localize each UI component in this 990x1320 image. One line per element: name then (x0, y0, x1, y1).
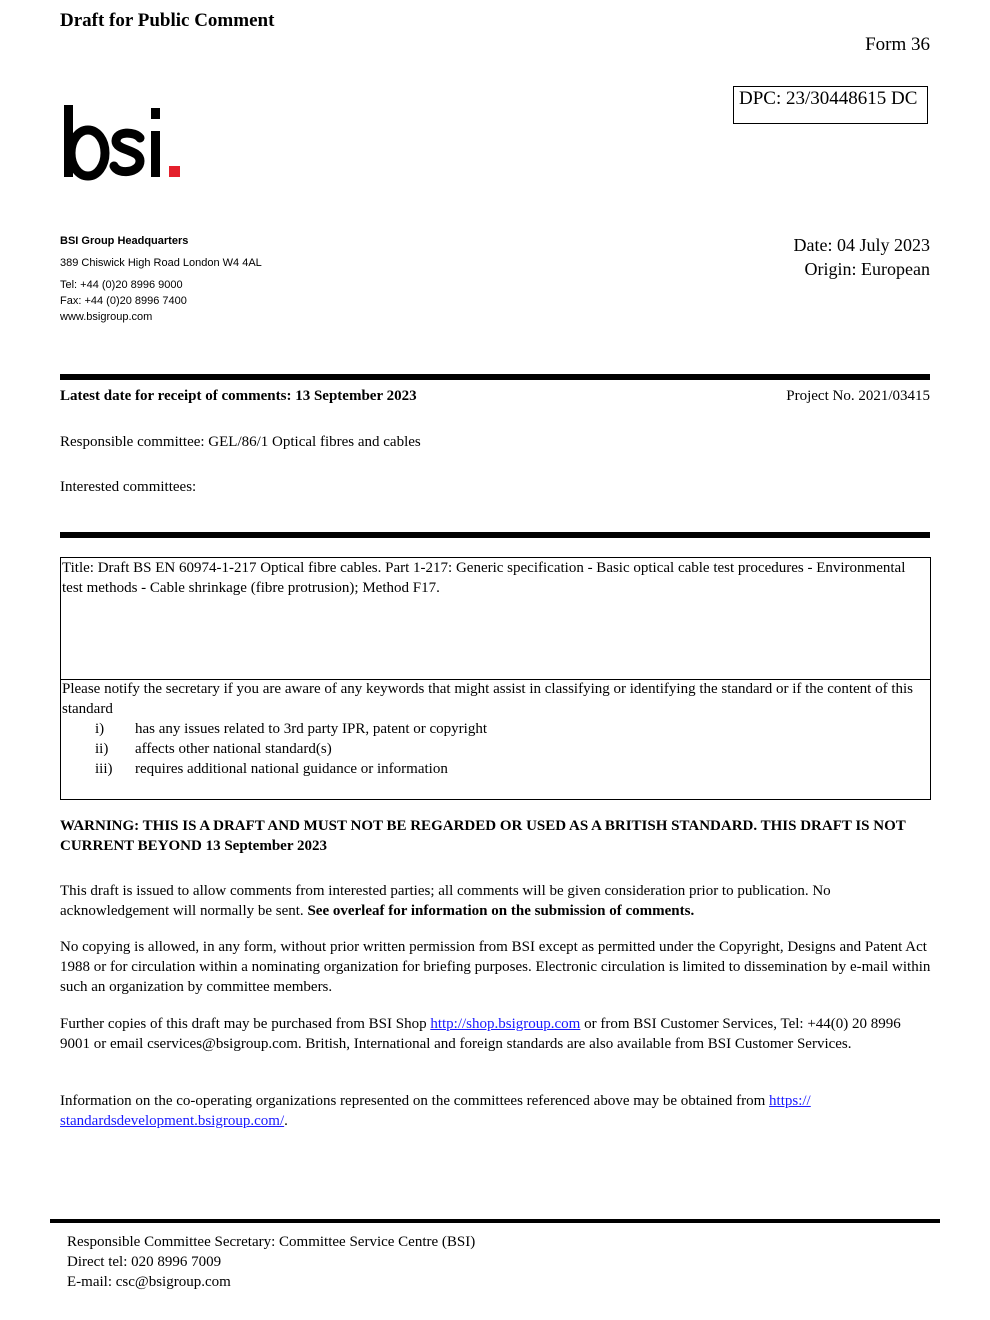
hq-tel: Tel: +44 (0)20 8996 9000 (60, 279, 183, 291)
document-origin: Origin: European (804, 259, 930, 279)
draft-heading: Draft for Public Comment (60, 10, 275, 31)
hq-fax: Fax: +44 (0)20 8996 7400 (60, 295, 187, 307)
hq-web: www.bsigroup.com (60, 311, 153, 323)
footer-secretary: Responsible Committee Secretary: Committee Service Centre (BSI) (67, 1234, 476, 1250)
paragraph-further-copies (60, 1014, 934, 1054)
draft-warning: WARNING: THIS IS A DRAFT AND MUST NOT BE REGARDED OR USED AS A BRITISH STANDARD. THIS DRAFT IS NOT CURRENT BEYOND 13 September 2023 (60, 818, 906, 854)
footer-email: E-mail: csc@bsigroup.com (67, 1274, 231, 1290)
hq-address-block (60, 233, 262, 325)
latest-comments-date: Latest date for receipt of comments: 13 September 2023 (60, 388, 417, 404)
paragraph-text: Further copies of this draft may be purchased from BSI Shop (60, 1016, 431, 1032)
interested-committees: Interested committees: (60, 479, 197, 495)
paragraph-text: or from BSI Customer Services, Tel: +44(0) 20 8996 9001 or email cservices@bsigroup.com. British, International and foreign standards are also available from BSI Customer Services. (60, 1016, 901, 1052)
list-item-text: has any issues related to 3rd party IPR, patent or copyright (135, 721, 488, 737)
hq-address: 389 Chiswick High Road London W4 4AL (60, 257, 262, 269)
paragraph-text: Information on the co-operating organizations represented on the committees referenced above may be obtained from (60, 1093, 770, 1109)
responsible-committee: Responsible committee: GEL/86/1 Optical fibres and cables (60, 434, 421, 450)
form-number: Form 36 (865, 34, 930, 55)
list-item (62, 719, 922, 739)
project-number: Project No. 2021/03415 (786, 388, 930, 404)
paragraph-text: . (284, 1113, 288, 1129)
bsi-logo (60, 95, 190, 185)
notify-list (62, 719, 922, 779)
paragraph-emphasis: See overleaf for information on the submission of comments. (307, 903, 695, 919)
list-item-text: affects other national standard(s) (135, 741, 332, 757)
title-box (60, 557, 931, 800)
notify-intro: Please notify the secretary if you are aware of any keywords that might assist in classifying or identifying the standard or if the content of this standard (62, 681, 914, 717)
paragraph-text: This draft is issued to allow comments from interested parties; all comments will be given consideration prior to publication. No acknowledgement will normally be sent. (60, 883, 831, 919)
link-text-part[interactable]: standardsdevelopment.bsigroup.com/ (60, 1113, 285, 1129)
paragraph-copying: No copying is allowed, in any form, without prior written permission from BSI except as permitted under the Copyright, Designs and Patent Act 1988 or for circulation within a nominating organization for briefing purposes. Electronic circulation is limited to dissemination by e-mail within such an organization by committee members. (60, 939, 931, 995)
date-origin-block (794, 233, 931, 281)
list-item-text: requires additional national guidance or information (135, 761, 448, 777)
divider-bottom (50, 1219, 940, 1223)
list-item-number: i) (95, 721, 105, 737)
dpc-reference: DPC: 23/30448615 DC (739, 88, 918, 109)
divider-top (60, 374, 930, 380)
hq-name: BSI Group Headquarters (60, 235, 189, 247)
dpc-reference-box (733, 86, 928, 124)
bsi-shop-link[interactable]: http://shop.bsigroup.com (430, 1016, 581, 1032)
list-item (62, 759, 922, 779)
document-date: Date: 04 July 2023 (793, 235, 930, 255)
list-item-number: ii) (95, 741, 109, 757)
list-item (62, 739, 922, 759)
list-item-number: iii) (95, 761, 113, 777)
footer-contact (67, 1232, 475, 1292)
divider-middle (60, 532, 930, 538)
notify-section (62, 679, 922, 779)
paragraph-cooperating-orgs (60, 1091, 934, 1131)
link-text-part[interactable]: https:// (769, 1093, 811, 1109)
standard-title: Title: Draft BS EN 60974-1-217 Optical fibre cables. Part 1-217: Generic specification - Basic optical cable test procedures - Environmental test methods - Cable shrinkage (fibre protrusion); Method F17. (62, 560, 906, 596)
footer-direct-tel: Direct tel: 020 8996 7009 (67, 1254, 222, 1270)
paragraph-comments-info (60, 881, 934, 921)
